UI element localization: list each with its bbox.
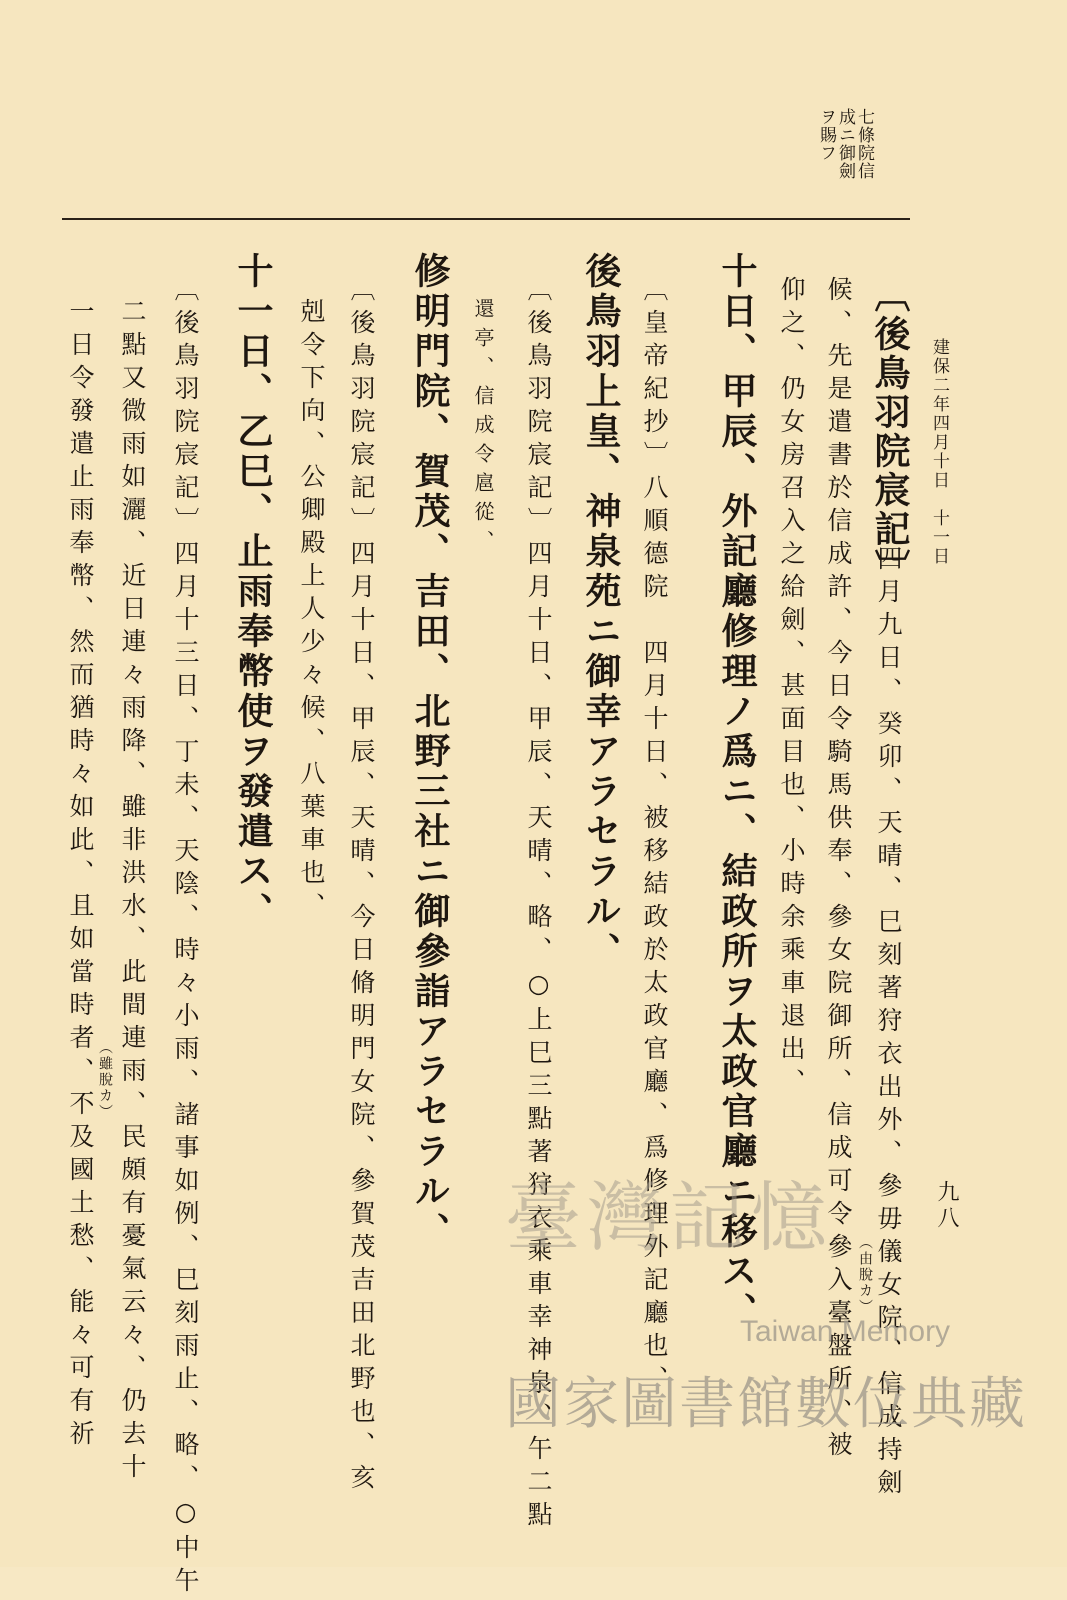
marginal-note-line-3: ヲ賜フ bbox=[816, 108, 836, 162]
text-line: 〔後鳥羽院宸記〕四月十三日、丁未、天陰、時々小雨、諸事如例、巳刻雨止、略、○中午 bbox=[171, 276, 200, 1600]
text-line: 剋令下向、公卿殿上人少々候、八葉車也、 bbox=[297, 298, 326, 925]
text-line: 〔皇帝紀抄〕八順德院 四月十日、被移結政於太政官廳、爲修理外記廳也、 bbox=[640, 276, 669, 1398]
text-line: 仰之、仍女房召入之給劍、甚面目也、小時余乘車退出、 bbox=[777, 276, 806, 1101]
marginal-note-line-2: 成ニ御劍 bbox=[835, 108, 855, 180]
source-heading: 〔後鳥羽院宸記〕 bbox=[869, 276, 911, 588]
running-head: 建保二年四月十日 十一日 bbox=[929, 338, 949, 566]
page-number: 九八 bbox=[934, 1180, 959, 1232]
editorial-note: （由脫カ） bbox=[857, 1235, 873, 1315]
watermark-logo: 臺灣記憶 bbox=[505, 1173, 833, 1262]
text-line: 一日令發遣止雨奉幣、然而猶時々如此、且如當時者、不及國土愁、能々可有祈 bbox=[66, 298, 95, 1453]
text-line: 二點又微雨如灑、近日連々雨降、雖非洪水、此間連雨、民頗有憂氣云々、仍去十 bbox=[118, 298, 147, 1486]
entry-heading: 後鳥羽上皇、神泉苑ニ御幸アラセラル、 bbox=[580, 252, 622, 972]
entry-heading: 十日、甲辰、外記廳修理ノ爲ニ、結政所ヲ太政官廳ニ移ス、 bbox=[716, 252, 758, 1332]
text-line: 〔後鳥羽院宸記〕四月十日、甲辰、天晴、今日脩明門女院、參賀茂吉田北野也、亥 bbox=[347, 276, 376, 1497]
entry-heading: 修明門院、賀茂、吉田、北野三社ニ御參詣アラセラル、 bbox=[409, 252, 451, 1252]
watermark-chinese: 國家圖書館數位典藏 bbox=[505, 1372, 1027, 1437]
text-line: 候、先是遣書於信成許、今日令騎馬供奉、參女院御所、信成可令參入臺盤所、被 bbox=[824, 276, 853, 1464]
text-line: 〔後鳥羽院宸記〕四月十日、甲辰、天晴、略、○上巳三點著狩衣乘車幸神泉、午二點 bbox=[524, 276, 553, 1534]
entry-heading: 十一日、乙巳、止雨奉幣使ヲ發遣ス、 bbox=[232, 252, 274, 932]
editorial-note: （雖脫カ） bbox=[97, 1040, 113, 1120]
header-rule bbox=[62, 218, 910, 220]
text-line: 四月九日、癸卯、天晴、巳刻著狩衣出外、參毋儀女院、信成持劍 bbox=[874, 545, 903, 1502]
marginal-note bbox=[816, 108, 873, 180]
watermark-english: Taiwan Memory bbox=[740, 1315, 951, 1348]
text-line: 還亭、信成令扈從、 bbox=[471, 298, 495, 559]
marginal-note-line-1: 七條院信 bbox=[854, 108, 874, 180]
